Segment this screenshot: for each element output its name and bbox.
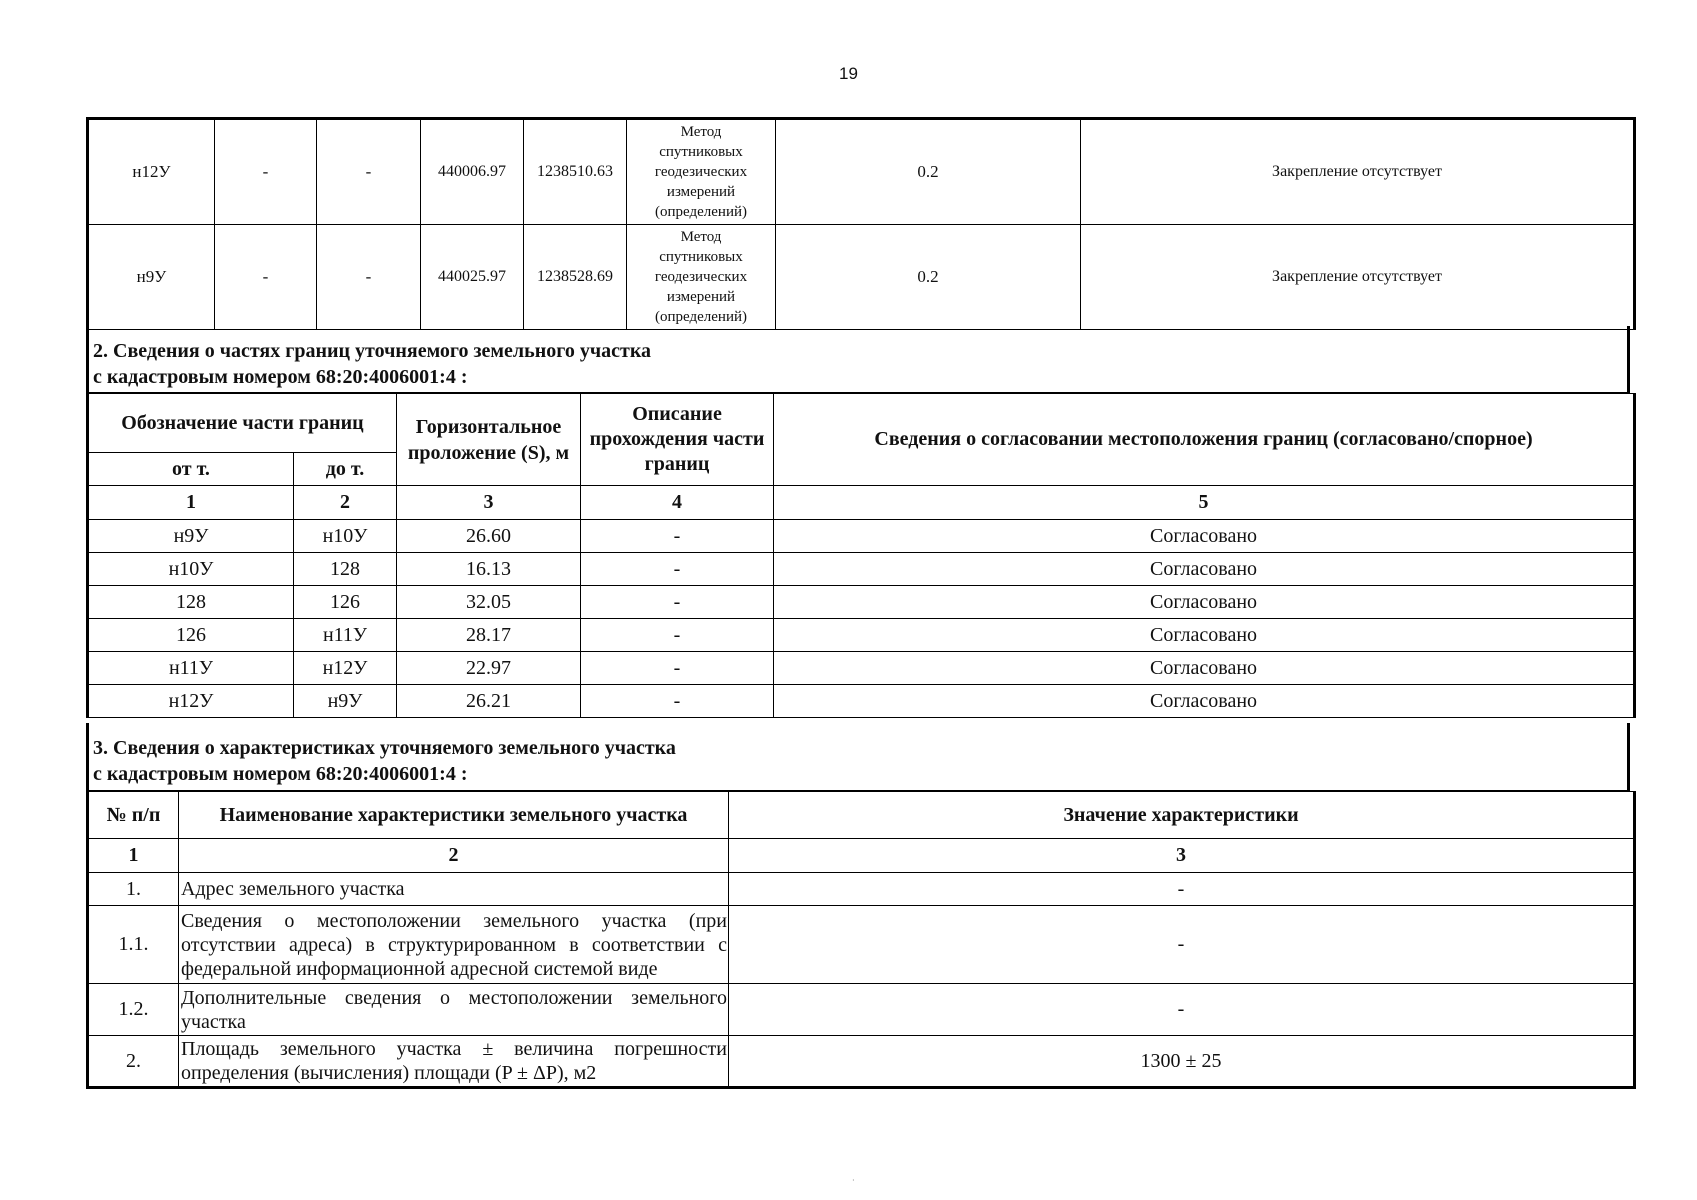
table-row <box>88 520 1635 553</box>
table-row <box>88 984 1635 1036</box>
method-line: спутниковых <box>659 249 743 265</box>
method-cell <box>627 225 776 330</box>
method-line: измерений <box>666 289 736 305</box>
column-number: 1 <box>88 839 179 873</box>
cell: - <box>215 225 317 330</box>
description: - <box>581 520 774 553</box>
header-agreement: Сведения о согласовании местоположения границ (согласовано/спорное) <box>774 394 1635 486</box>
header-horizontal: Горизонтальное проложение (S), м <box>397 394 581 486</box>
x-coordinate: 440025.97 <box>421 225 524 330</box>
row-number: 2. <box>88 1036 179 1088</box>
fixing-description: Закрепление отсутствует <box>1081 119 1635 225</box>
characteristic-value: - <box>729 873 1635 906</box>
characteristic-name: Дополнительные сведения о местоположении земельного участка <box>179 984 729 1036</box>
method-line: геодезических <box>654 164 748 180</box>
description: - <box>581 586 774 619</box>
agreement-status: Согласовано <box>774 619 1635 652</box>
method-line: Метод <box>680 124 722 140</box>
column-numbers-row <box>88 486 1635 520</box>
page-number: 19 <box>839 64 858 83</box>
cell: - <box>317 225 421 330</box>
method-line: Метод <box>680 229 722 245</box>
method-line: геодезических <box>654 269 748 285</box>
header-description: Описание прохождения части границ <box>581 394 774 486</box>
table-row <box>88 652 1635 685</box>
column-number: 2 <box>294 486 397 520</box>
cell: - <box>215 119 317 225</box>
fixing-description: Закрепление отсутствует <box>1081 225 1635 330</box>
horizontal-distance: 26.60 <box>397 520 581 553</box>
from-point: 126 <box>88 619 294 652</box>
table-row <box>88 685 1635 718</box>
point-name: н9У <box>88 225 215 330</box>
row-number: 1.2. <box>88 984 179 1036</box>
y-coordinate: 1238510.63 <box>524 119 627 225</box>
section-2-title <box>86 326 1630 393</box>
table-row <box>88 119 1635 225</box>
accuracy: 0.2 <box>776 225 1081 330</box>
horizontal-distance: 26.21 <box>397 685 581 718</box>
horizontal-distance: 16.13 <box>397 553 581 586</box>
method-line: спутниковых <box>659 144 743 160</box>
agreement-status: Согласовано <box>774 520 1635 553</box>
characteristic-value: 1300 ± 25 <box>729 1036 1635 1088</box>
method-cell <box>627 119 776 225</box>
agreement-status: Согласовано <box>774 586 1635 619</box>
header-designation: Обозначение части границ <box>88 394 397 453</box>
from-point: н10У <box>88 553 294 586</box>
header-number: № п/п <box>88 792 179 839</box>
y-coordinate: 1238528.69 <box>524 225 627 330</box>
to-point: н12У <box>294 652 397 685</box>
from-point: н11У <box>88 652 294 685</box>
to-point: н10У <box>294 520 397 553</box>
section-title-line: с кадастровым номером 68:20:4006001:4 : <box>93 366 468 388</box>
from-point: н9У <box>88 520 294 553</box>
header-value: Значение характеристики <box>729 792 1635 839</box>
horizontal-distance: 22.97 <box>397 652 581 685</box>
table-row <box>88 553 1635 586</box>
from-point: 128 <box>88 586 294 619</box>
section-title-line: 3. Сведения о характеристиках уточняемого земельного участка <box>93 737 676 759</box>
method-line: (определений) <box>655 204 747 220</box>
method-line: измерений <box>666 184 736 200</box>
scan-dot: · <box>852 1176 855 1185</box>
x-coordinate: 440006.97 <box>421 119 524 225</box>
description: - <box>581 685 774 718</box>
column-number: 4 <box>581 486 774 520</box>
column-number: 1 <box>88 486 294 520</box>
table-row <box>88 873 1635 906</box>
characteristic-name: Адрес земельного участка <box>179 873 729 906</box>
header-from: от т. <box>88 453 294 486</box>
characteristic-name: Площадь земельного участка ± величина погрешности определения (вычисления) площади (P ± ΔP), м2 <box>179 1036 729 1088</box>
table-row <box>88 619 1635 652</box>
horizontal-distance: 28.17 <box>397 619 581 652</box>
table-row <box>88 1036 1635 1088</box>
column-number: 3 <box>729 839 1635 873</box>
header-name: Наименование характеристики земельного участка <box>179 792 729 839</box>
agreement-status: Согласовано <box>774 652 1635 685</box>
cell: - <box>317 119 421 225</box>
accuracy: 0.2 <box>776 119 1081 225</box>
column-number: 3 <box>397 486 581 520</box>
column-number: 5 <box>774 486 1635 520</box>
table-row <box>88 586 1635 619</box>
characteristic-value: - <box>729 984 1635 1036</box>
method-line: (определений) <box>655 309 747 325</box>
section-title-line: 2. Сведения о частях границ уточняемого земельного участка <box>93 340 652 362</box>
header-to: до т. <box>294 453 397 486</box>
horizontal-distance: 32.05 <box>397 586 581 619</box>
table-row <box>88 225 1635 330</box>
section-title-line: с кадастровым номером 68:20:4006001:4 : <box>93 763 468 785</box>
boundary-parts-table <box>86 393 1636 718</box>
agreement-status: Согласовано <box>774 553 1635 586</box>
from-point: н12У <box>88 685 294 718</box>
characteristics-table <box>86 791 1636 1089</box>
row-number: 1. <box>88 873 179 906</box>
to-point: н11У <box>294 619 397 652</box>
description: - <box>581 553 774 586</box>
section-3-title <box>86 723 1630 791</box>
agreement-status: Согласовано <box>774 685 1635 718</box>
to-point: 128 <box>294 553 397 586</box>
table-row <box>88 906 1635 984</box>
description: - <box>581 619 774 652</box>
characteristic-value: - <box>729 906 1635 984</box>
row-number: 1.1. <box>88 906 179 984</box>
description: - <box>581 652 774 685</box>
point-name: н12У <box>88 119 215 225</box>
coordinates-table <box>86 117 1636 330</box>
to-point: 126 <box>294 586 397 619</box>
to-point: н9У <box>294 685 397 718</box>
characteristic-name: Сведения о местоположении земельного участка (при отсутствии адреса) в структурированном в соответствии с федеральной информационной адресной системой виде <box>179 906 729 984</box>
column-numbers-row <box>88 839 1635 873</box>
column-number: 2 <box>179 839 729 873</box>
